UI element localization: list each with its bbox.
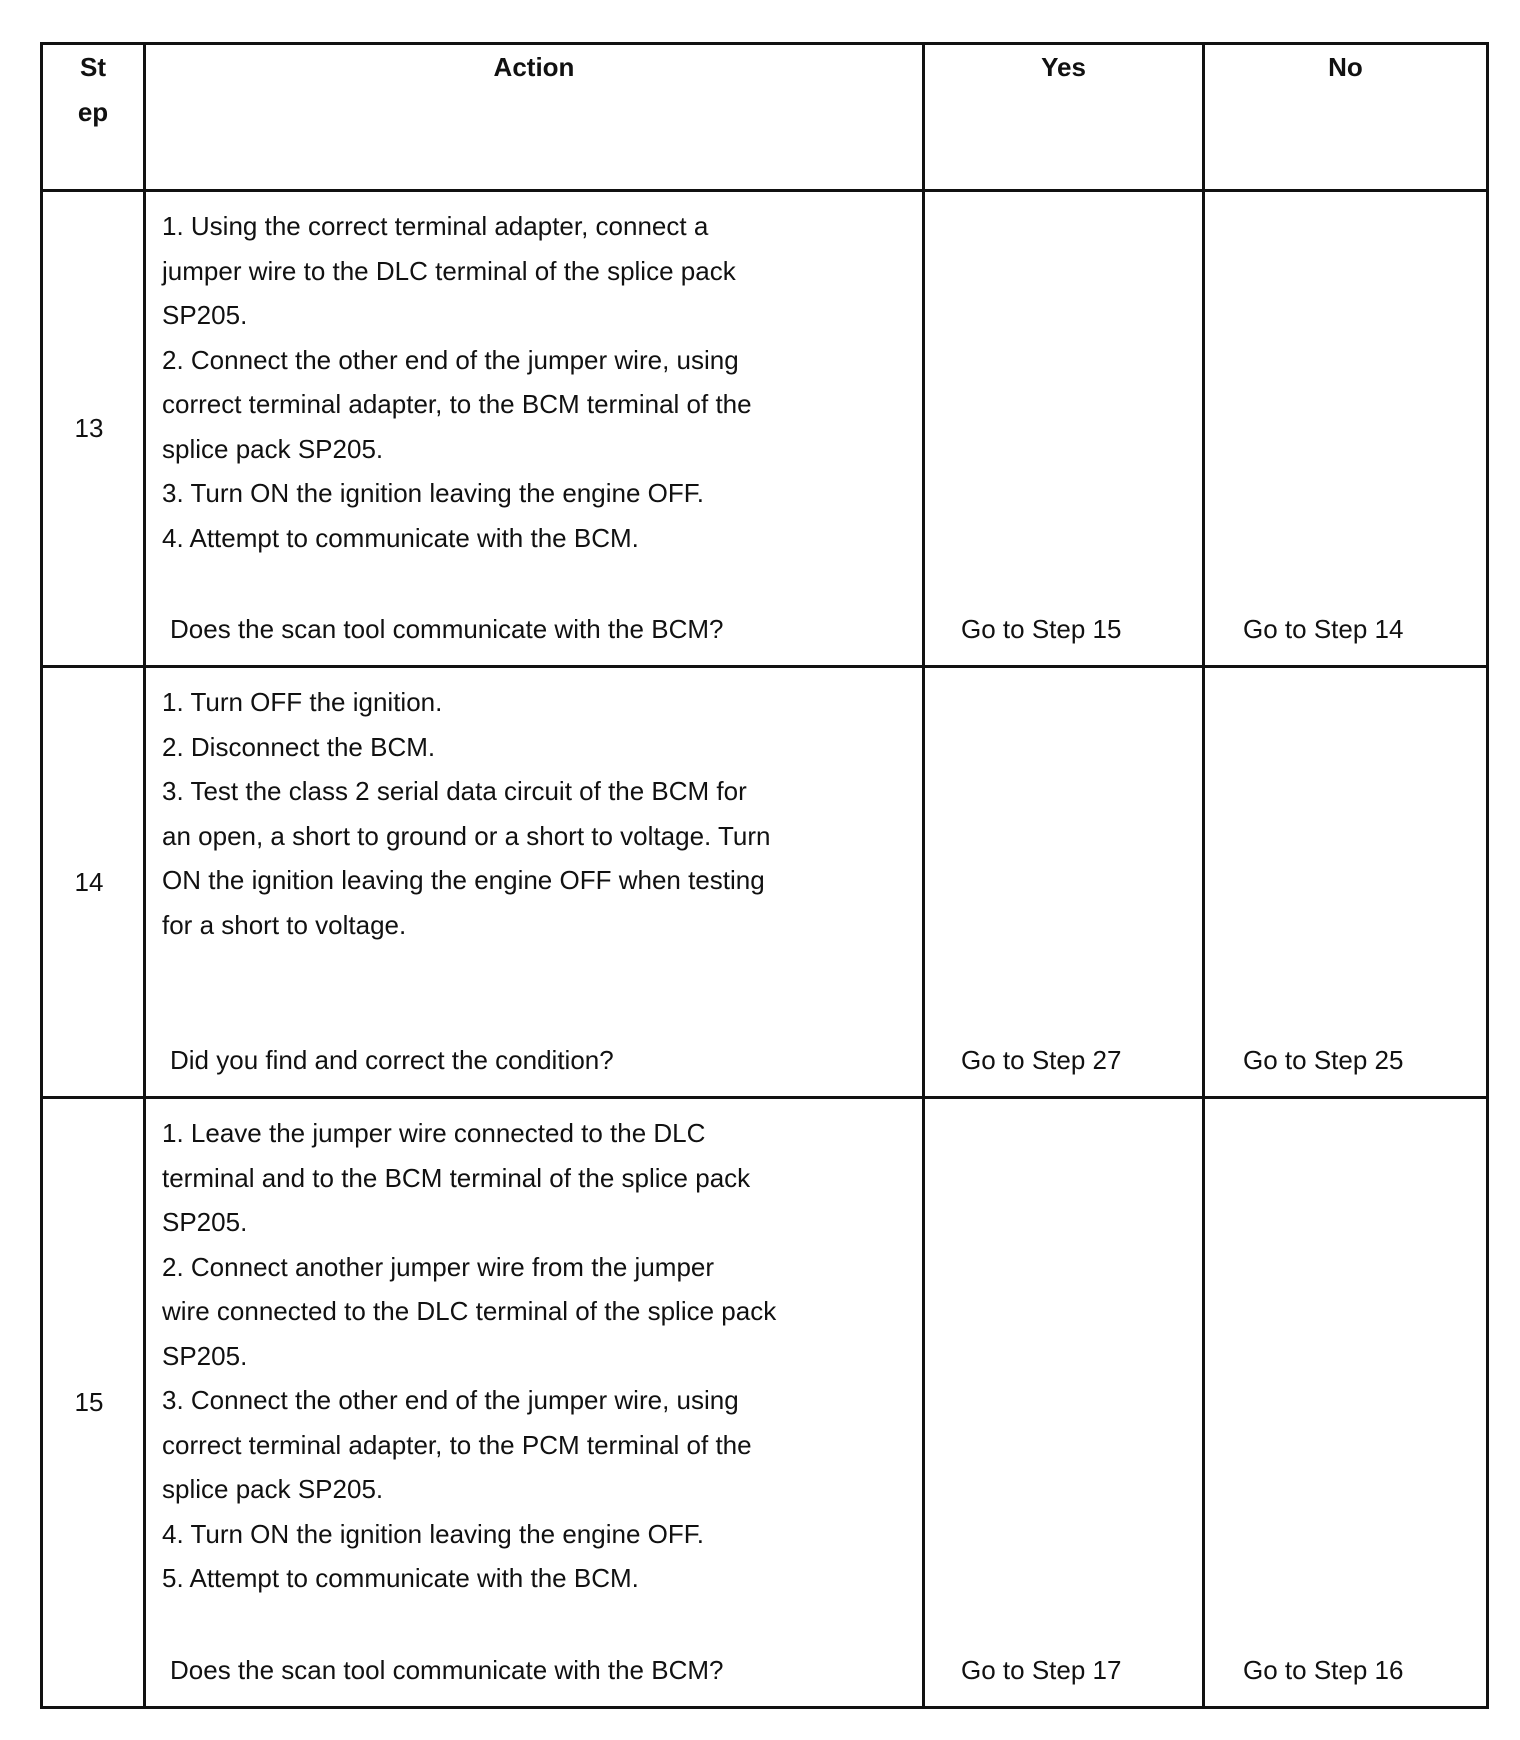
action-question: Does the scan tool communicate with the BCM? [170, 613, 724, 644]
table-row-step-13 [42, 191, 1488, 667]
action-question: Did you find and correct the condition? [170, 1044, 614, 1075]
header-action: Action [145, 44, 924, 191]
action-cell [145, 1098, 924, 1708]
action-steps: 1. Using the correct terminal adapter, connect a jumper wire to the DLC terminal of the splice pack SP205. 2. Connect the other end of the jumper wire, using correct terminal adapter, to the BCM terminal of the splice pack SP205. 3. Turn ON the ignition leaving the engine OFF. 4. Attempt to communicate with the BCM. [162, 211, 752, 553]
header-no: No [1204, 44, 1488, 191]
action-cell [145, 191, 924, 667]
yes-goto: Go to Step 17 [961, 1654, 1122, 1685]
header-row [42, 44, 1488, 191]
yes-cell [924, 667, 1204, 1098]
header-step: St ep [42, 44, 145, 191]
step-number: 15 [42, 1098, 145, 1708]
action-steps: 1. Turn OFF the ignition. 2. Disconnect the BCM. 3. Test the class 2 serial data circuit of the BCM for an open, a short to ground or a short to voltage. Turn ON the ignition leaving the engine OFF when testing for a short to voltage. [162, 687, 771, 940]
table-row-step-15 [42, 1098, 1488, 1708]
no-cell [1204, 1098, 1488, 1708]
no-cell [1204, 191, 1488, 667]
no-cell [1204, 667, 1488, 1098]
no-goto: Go to Step 16 [1243, 1654, 1404, 1685]
table-row-step-14 [42, 667, 1488, 1098]
step-number: 14 [42, 667, 145, 1098]
header-yes: Yes [924, 44, 1204, 191]
action-question: Does the scan tool communicate with the BCM? [170, 1654, 724, 1685]
no-goto: Go to Step 14 [1243, 613, 1404, 644]
action-steps: 1. Leave the jumper wire connected to the DLC terminal and to the BCM terminal of the splice pack SP205. 2. Connect another jumper wire from the jumper wire connected to the DLC terminal of the splice pack SP205. 3. Connect the other end of the jumper wire, using correct terminal adapter, to the PCM terminal of the splice pack SP205. 4. Turn ON the ignition leaving the engine OFF. 5. Attempt to communicate with the BCM. [162, 1118, 777, 1593]
yes-cell [924, 191, 1204, 667]
action-cell [145, 667, 924, 1098]
yes-goto: Go to Step 15 [961, 613, 1122, 644]
yes-goto: Go to Step 27 [961, 1044, 1122, 1075]
no-goto: Go to Step 25 [1243, 1044, 1404, 1075]
step-number: 13 [42, 191, 145, 667]
diagnostic-table [40, 42, 1489, 1709]
yes-cell [924, 1098, 1204, 1708]
